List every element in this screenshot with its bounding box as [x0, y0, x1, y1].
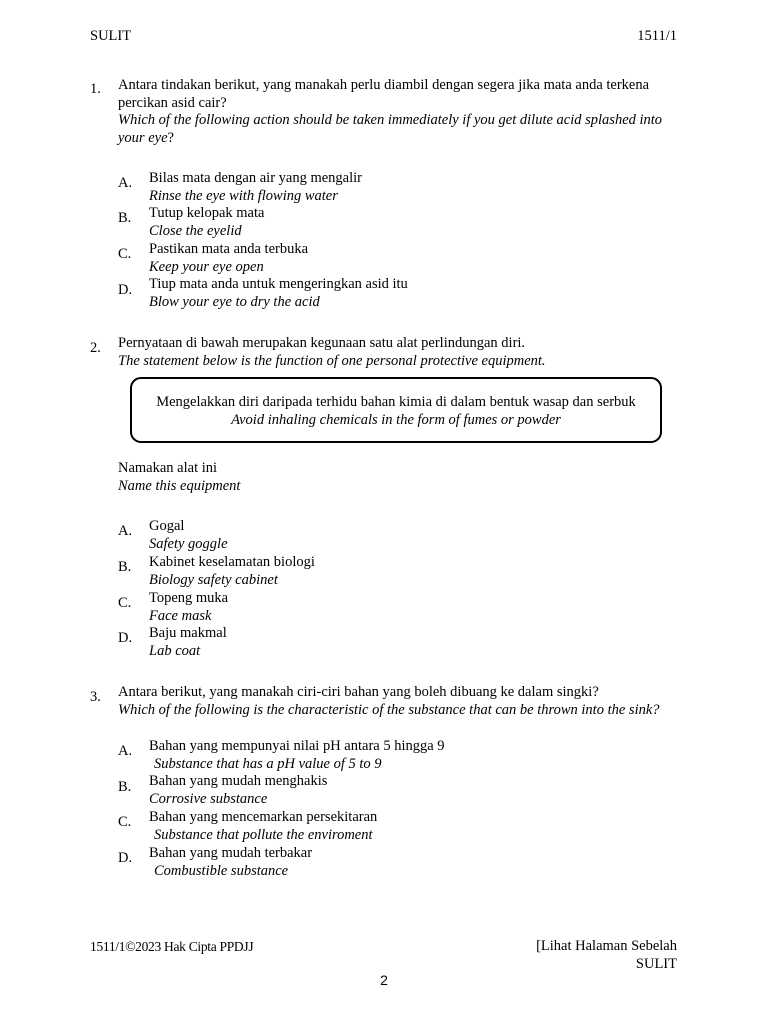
- q1-option-b-malay: Tutup kelopak mata: [149, 205, 265, 221]
- q2-option-c: [149, 590, 669, 625]
- q2-option-d-letter: D.: [118, 630, 133, 646]
- q3-option-a-malay: Bahan yang mempunyai nilai pH antara 5 hingga 9: [149, 738, 445, 754]
- question-3-number: 3.: [90, 689, 101, 705]
- q2-option-a-malay: Gogal: [149, 518, 185, 534]
- q1-option-a-letter: A.: [118, 175, 133, 191]
- q3-option-d-english: Combustible substance: [154, 862, 289, 879]
- q3-option-a-english: Substance that has a pH value of 5 to 9: [154, 755, 382, 772]
- footer-copyright: 1511/1©2023 Hak Cipta PPDJJ: [90, 939, 254, 954]
- q1-option-c-malay: Pastikan mata anda terbuka: [149, 241, 309, 257]
- q1-option-c-english: Keep your eye open: [149, 258, 264, 275]
- q2-option-d: [149, 625, 669, 660]
- q3-option-a-letter: A.: [118, 743, 133, 759]
- q3-option-d: [149, 845, 669, 880]
- q2-option-d-english: Lab coat: [149, 642, 201, 659]
- q1-option-a-malay: Bilas mata dengan air yang mengalir: [149, 170, 362, 186]
- question-2-prompt: [118, 460, 678, 495]
- question-1-stem: [118, 77, 678, 147]
- q1-option-d: [149, 276, 669, 311]
- question-3-text-english: Which of the following is the characteristic of the substance that can be thrown into the sink?: [118, 701, 660, 718]
- q1-option-c: [149, 241, 669, 276]
- question-1-number: 1.: [90, 81, 101, 97]
- statement-box-malay: Mengelakkan diri daripada terhidu bahan kimia di dalam bentuk wasap dan serbuk: [156, 394, 636, 410]
- statement-box: [130, 377, 662, 443]
- question-2-text-malay: Pernyataan di bawah merupakan kegunaan satu alat perlindungan diri.: [118, 335, 526, 351]
- q2-option-b-english: Biology safety cabinet: [149, 571, 278, 588]
- q2-option-c-english: Face mask: [149, 607, 212, 624]
- page-number: 2: [380, 972, 388, 988]
- q2-option-b-malay: Kabinet keselamatan biologi: [149, 554, 315, 570]
- q2-option-a: [149, 518, 669, 553]
- question-1-text-english-main: Which of the following action should be taken immediately if you get dilute acid splashed into your eye: [118, 112, 663, 146]
- question-2-stem: [118, 335, 678, 370]
- question-2-prompt-english: Name this equipment: [118, 477, 241, 494]
- question-1-text-malay: Antara tindakan berikut, yang manakah perlu diambil dengan segera jika mata anda terkena percikan asid cair?: [118, 77, 650, 111]
- q2-option-b: [149, 554, 669, 589]
- footer-confidential-label: SULIT: [635, 955, 677, 972]
- q1-option-a-english: Rinse the eye with flowing water: [149, 187, 338, 204]
- q1-option-c-letter: C.: [118, 246, 132, 262]
- q2-option-b-letter: B.: [118, 559, 132, 575]
- header-confidential-label: SULIT: [90, 28, 132, 44]
- footer-next-page-label: [Lihat Halaman Sebelah: [536, 938, 677, 954]
- q1-option-d-malay: Tiup mata anda untuk mengeringkan asid itu: [149, 276, 408, 292]
- q3-option-c-english: Substance that pollute the enviroment: [154, 826, 373, 843]
- q3-option-c-letter: C.: [118, 814, 132, 830]
- q1-option-b: [149, 205, 669, 240]
- header-paper-code: 1511/1: [637, 28, 677, 44]
- q3-option-d-malay: Bahan yang mudah terbakar: [149, 845, 313, 861]
- footer-next-page: [536, 938, 677, 973]
- q3-option-a: [149, 738, 669, 773]
- question-2-number: 2.: [90, 340, 101, 356]
- q2-option-a-letter: A.: [118, 523, 133, 539]
- q1-option-b-english: Close the eyelid: [149, 222, 242, 239]
- question-1-text-english: [118, 112, 678, 147]
- statement-box-english: Avoid inhaling chemicals in the form of fumes or powder: [231, 411, 561, 428]
- q3-option-c-malay: Bahan yang mencemarkan persekitaran: [149, 809, 378, 825]
- question-3-text-malay: Antara berikut, yang manakah ciri-ciri bahan yang boleh dibuang ke dalam singki?: [118, 684, 599, 700]
- q1-option-d-english: Blow your eye to dry the acid: [149, 293, 320, 310]
- question-3-stem: [118, 684, 678, 719]
- question-2-prompt-malay: Namakan alat ini: [118, 460, 218, 476]
- q1-option-b-letter: B.: [118, 210, 132, 226]
- q2-option-c-letter: C.: [118, 595, 132, 611]
- q3-option-b-english: Corrosive substance: [149, 790, 268, 807]
- q2-option-d-malay: Baju makmal: [149, 625, 227, 641]
- q1-option-d-letter: D.: [118, 282, 133, 298]
- question-2-text-english: The statement below is the function of one personal protective equipment.: [118, 352, 546, 369]
- q3-option-b-letter: B.: [118, 779, 132, 795]
- q2-option-c-malay: Topeng muka: [149, 590, 229, 606]
- q2-option-a-english: Safety goggle: [149, 535, 228, 552]
- q3-option-d-letter: D.: [118, 850, 133, 866]
- q3-option-b: [149, 773, 669, 808]
- question-1-text-english-suffix: ?: [167, 129, 174, 146]
- q3-option-b-malay: Bahan yang mudah menghakis: [149, 773, 328, 789]
- q3-option-c: [149, 809, 669, 844]
- q1-option-a: [149, 170, 669, 205]
